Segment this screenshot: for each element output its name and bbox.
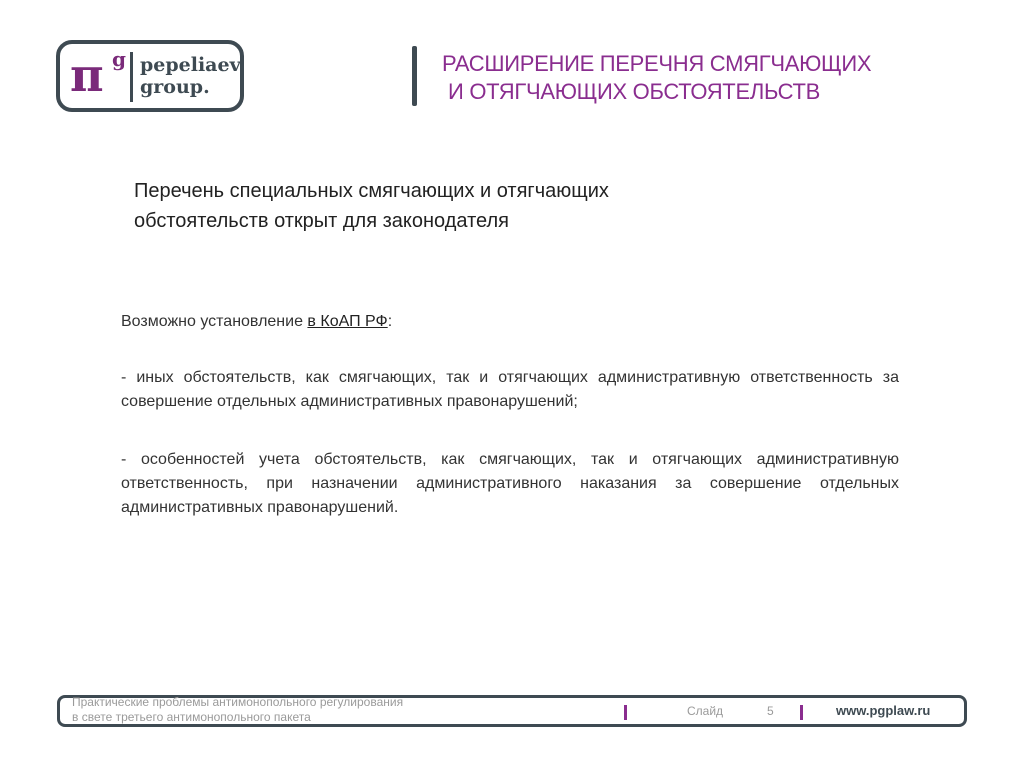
body-item-1: - иных обстоятельств, как смягчающих, так и отягчающих административную ответственность за совершение отдельных административных правонарушений; (121, 369, 899, 410)
company-logo (56, 40, 244, 112)
slide-subtitle (134, 176, 774, 236)
logo-line2: group. (140, 76, 210, 98)
slide-footer (57, 695, 967, 727)
footer-divider-right (800, 705, 803, 720)
koap-reference: в КоАП РФ (307, 313, 388, 330)
subtitle-line1: Перечень специальных смягчающих и отягчающих (134, 180, 609, 202)
intro-suffix: : (387, 313, 393, 330)
slide-body (121, 310, 899, 554)
body-item-2: - особенностей учета обстоятельств, как смягчающих, так и отягчающих административную ответственность, при назначении административного наказания за совершение отдельных административных правонарушений. (121, 451, 899, 516)
footer-divider-left (624, 705, 627, 720)
slide-title (442, 50, 1002, 106)
title-divider (412, 46, 417, 106)
logo-divider (130, 52, 133, 102)
logo-pi-symbol: π (70, 48, 104, 102)
slide-title-line2: И ОТЯГЧАЮЩИХ ОБСТОЯТЕЛЬСТВ (448, 79, 820, 104)
body-intro (121, 310, 899, 334)
slide-number: 5 (767, 704, 774, 718)
intro-prefix: Возможно установление (121, 313, 308, 330)
logo-line1: pepeliaev (140, 54, 241, 76)
logo-wordmark (140, 54, 241, 98)
footer-caption-line2: в свете третьего антимонопольного пакета (72, 710, 311, 724)
footer-caption (72, 695, 502, 725)
logo-superscript: g (112, 47, 126, 71)
slide-title-line1: РАСШИРЕНИЕ ПЕРЕЧНЯ СМЯГЧАЮЩИХ (442, 51, 872, 76)
website-link[interactable]: www.pgplaw.ru (836, 703, 931, 718)
footer-caption-line1: Практические проблемы антимонопольного регулирования (72, 695, 404, 709)
slide-label: Слайд (687, 704, 724, 718)
subtitle-line2: обстоятельств открыт для законодателя (134, 210, 509, 232)
